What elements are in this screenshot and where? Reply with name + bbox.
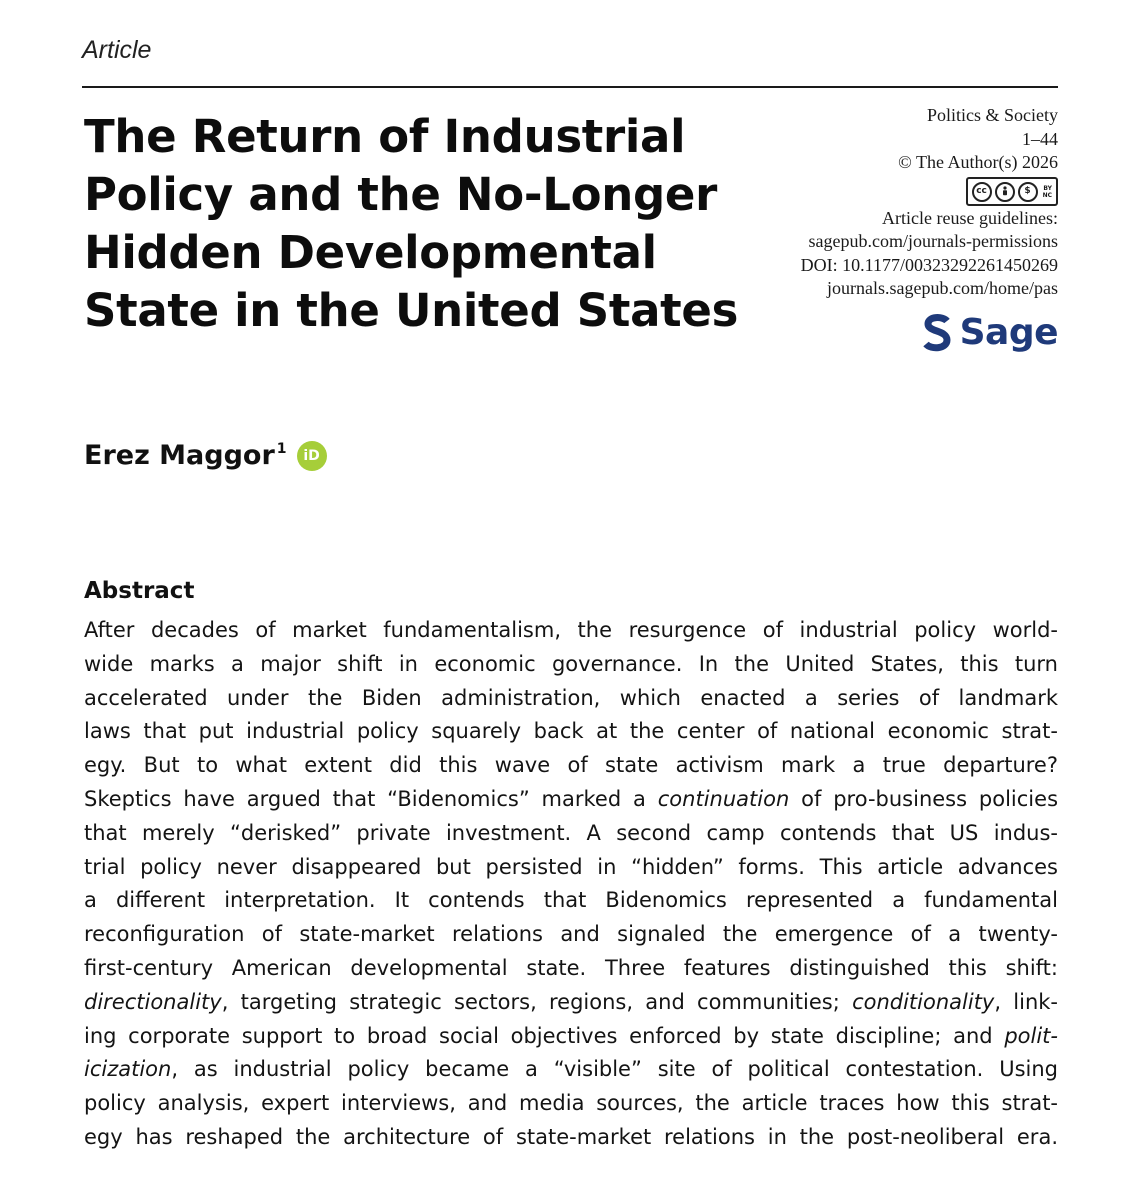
license-tags: [1043, 185, 1052, 199]
title-line: The Return of Industrial: [84, 110, 686, 163]
abstract-text: ing corporate support to broad social objectives enforced by state discipline; and: [84, 1023, 1005, 1048]
abstract-line: [84, 1121, 1058, 1155]
abstract-text: , link-: [994, 989, 1059, 1014]
abstract-line: [84, 817, 1058, 851]
abstract-emphasis: continuation: [657, 786, 790, 811]
attribution-icon: [995, 182, 1015, 202]
abstract-text: , targeting strategic sectors, regions, and communities;: [221, 989, 853, 1014]
abstract-line: [84, 1020, 1058, 1054]
license-badge-row: [718, 175, 1058, 207]
abstract-line: [84, 783, 1058, 817]
affiliation-mark: 1: [276, 441, 287, 457]
sage-logo[interactable]: [922, 312, 1058, 353]
publication-metadata: [718, 104, 1058, 301]
abstract-text: egy. But to what extent did this wave of state activism mark a true departure?: [84, 753, 1058, 778]
reuse-link[interactable]: sagepub.com/journals-permissions: [808, 231, 1058, 251]
abstract-text: that merely “derisked” private investment. A second camp contends that US indus-: [84, 820, 1058, 845]
copyright-notice: © The Author(s) 2026: [898, 152, 1058, 172]
sage-wordmark: Sage: [959, 312, 1058, 353]
abstract-text: Skeptics have argued that “Bidenomics” marked a: [84, 786, 658, 811]
abstract-line: [84, 1087, 1058, 1121]
abstract-text: policy analysis, expert interviews, and media sources, the article traces how this strat-: [84, 1091, 1058, 1116]
abstract-line: [84, 614, 1058, 648]
abstract-line: [84, 851, 1058, 885]
journal-url[interactable]: journals.sagepub.com/home/pas: [827, 278, 1058, 298]
abstract-emphasis: directionality: [84, 989, 222, 1014]
author-name: Erez Maggor: [84, 440, 275, 471]
abstract-line: [84, 715, 1058, 749]
title-line: Policy and the No-Longer: [84, 168, 718, 221]
abstract-line: [84, 884, 1058, 918]
abstract-text: reconfiguration of state-market relations and signaled the emergence of a twenty-: [84, 922, 1058, 947]
abstract-text: of pro-business policies: [789, 786, 1059, 811]
abstract-text: egy has reshaped the architecture of state-market relations in the post-neoliberal era.: [84, 1124, 1058, 1149]
abstract-line: [84, 952, 1058, 986]
abstract-text: wide marks a major shift in economic governance. In the United States, this turn: [84, 651, 1058, 676]
doi[interactable]: DOI: 10.1177/00323292261450269: [800, 254, 1058, 275]
abstract-text: accelerated under the Biden administration, which enacted a series of landmark: [84, 685, 1058, 710]
person-icon: [1000, 186, 1010, 198]
journal-name: Politics & Society: [926, 105, 1058, 125]
license-tag-by: BY: [1043, 184, 1052, 192]
abstract-text: a different interpretation. It contends that Bidenomics represented a fundamental: [84, 888, 1058, 913]
abstract-emphasis: icization: [84, 1057, 172, 1082]
article-title: [84, 108, 764, 340]
abstract-emphasis: polit-: [1004, 1023, 1058, 1048]
abstract-line: [84, 1053, 1058, 1087]
author-byline: [84, 440, 327, 471]
abstract-line: [84, 986, 1058, 1020]
abstract-text: , as industrial policy became a “visible” site of political contestation. Using: [171, 1057, 1058, 1082]
abstract-line: [84, 648, 1058, 682]
orcid-icon[interactable]: iD: [297, 441, 327, 471]
article-type-label: Article: [82, 36, 152, 64]
title-line: Hidden Developmental: [84, 226, 657, 279]
page-range: 1–44: [1022, 128, 1058, 149]
sage-s-icon: [922, 313, 952, 353]
abstract-emphasis: conditionality: [852, 989, 995, 1014]
header-rule: [82, 86, 1058, 88]
abstract-line: [84, 682, 1058, 716]
abstract-line: [84, 918, 1058, 952]
noncommercial-icon: $: [1018, 182, 1038, 202]
abstract-text: trial policy never disappeared but persisted in “hidden” forms. This article advances: [84, 854, 1058, 879]
creative-commons-icon: cc: [972, 182, 992, 202]
abstract-body: [84, 614, 1058, 1155]
title-line: State in the United States: [84, 284, 739, 337]
abstract-heading: Abstract: [84, 578, 195, 604]
license-tag-nc: NC: [1042, 191, 1052, 199]
abstract-text: After decades of market fundamentalism, the resurgence of industrial policy world-: [84, 618, 1058, 642]
abstract-line: [84, 749, 1058, 783]
abstract-text: first-century American developmental state. Three features distinguished this shift:: [84, 955, 1058, 980]
reuse-label: Article reuse guidelines:: [882, 207, 1058, 228]
cc-license-badge[interactable]: [966, 177, 1058, 206]
abstract-text: laws that put industrial policy squarely back at the center of national economic strat-: [84, 719, 1058, 744]
